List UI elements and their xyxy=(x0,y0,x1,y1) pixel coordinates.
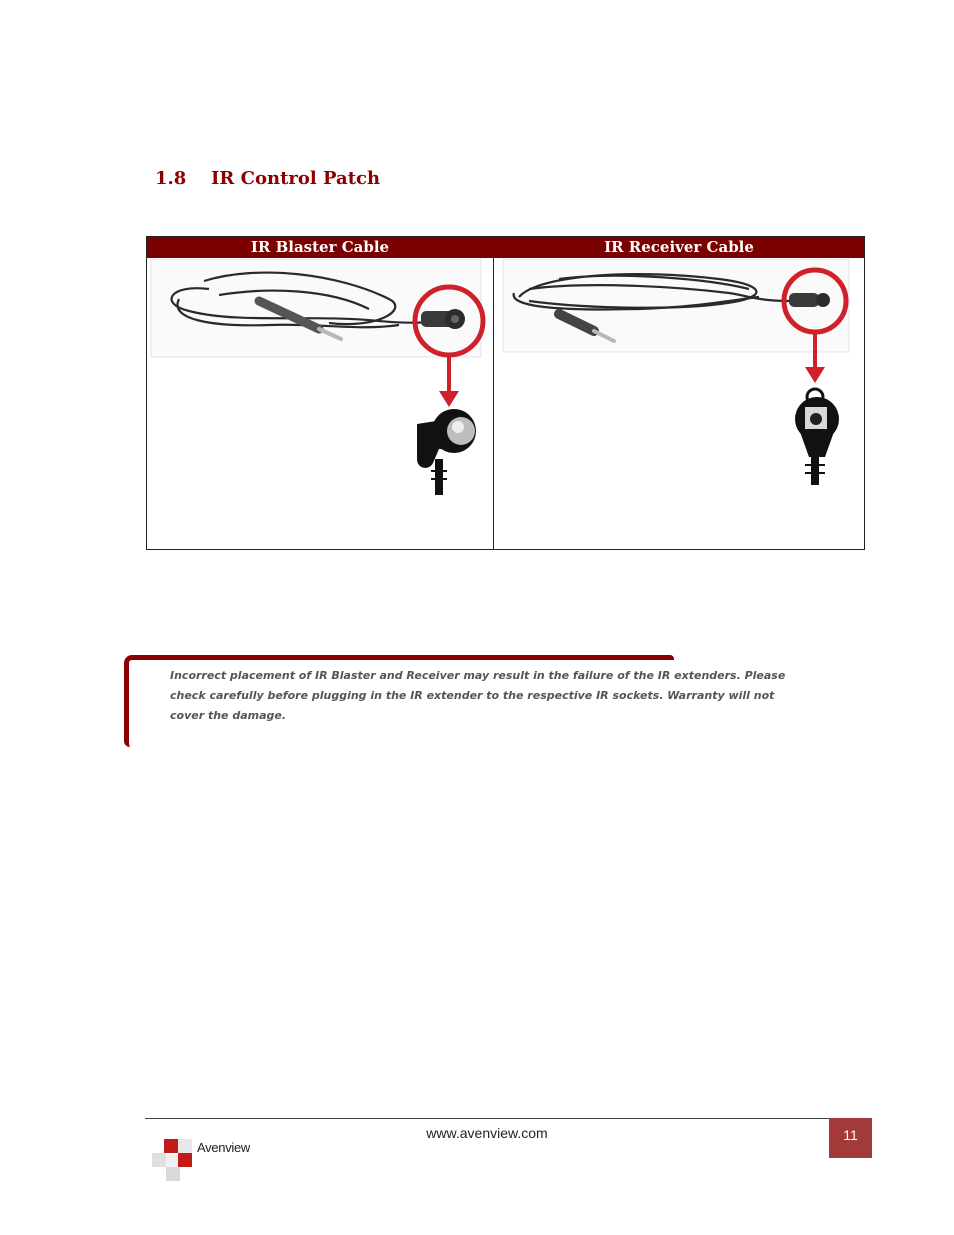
table-header-ir-receiver: IR Receiver Cable xyxy=(494,237,864,258)
page-number: 11 xyxy=(829,1118,872,1158)
footer-url: www.avenview.com xyxy=(426,1125,548,1141)
section-number: 1.8 xyxy=(155,168,187,189)
section-title: IR Control Patch xyxy=(211,168,381,189)
table-column-divider xyxy=(493,237,494,549)
logo-text: Avenview xyxy=(197,1140,251,1155)
ir-receiver-cable-image xyxy=(499,259,861,499)
section-heading xyxy=(155,168,380,189)
avenview-logo-icon xyxy=(150,1135,198,1183)
avenview-logo xyxy=(150,1135,251,1188)
warning-text: Incorrect placement of IR Blaster and Receiver may result in the failure of the IR extenders. Please check carefully before plugging in the IR extender to the respective IR sockets. Warranty will not cover the damage. xyxy=(170,669,786,722)
footer-rule xyxy=(145,1118,872,1119)
ir-blaster-cable-image xyxy=(149,259,489,499)
cable-table xyxy=(146,236,865,550)
table-header-ir-blaster: IR Blaster Cable xyxy=(147,237,493,258)
